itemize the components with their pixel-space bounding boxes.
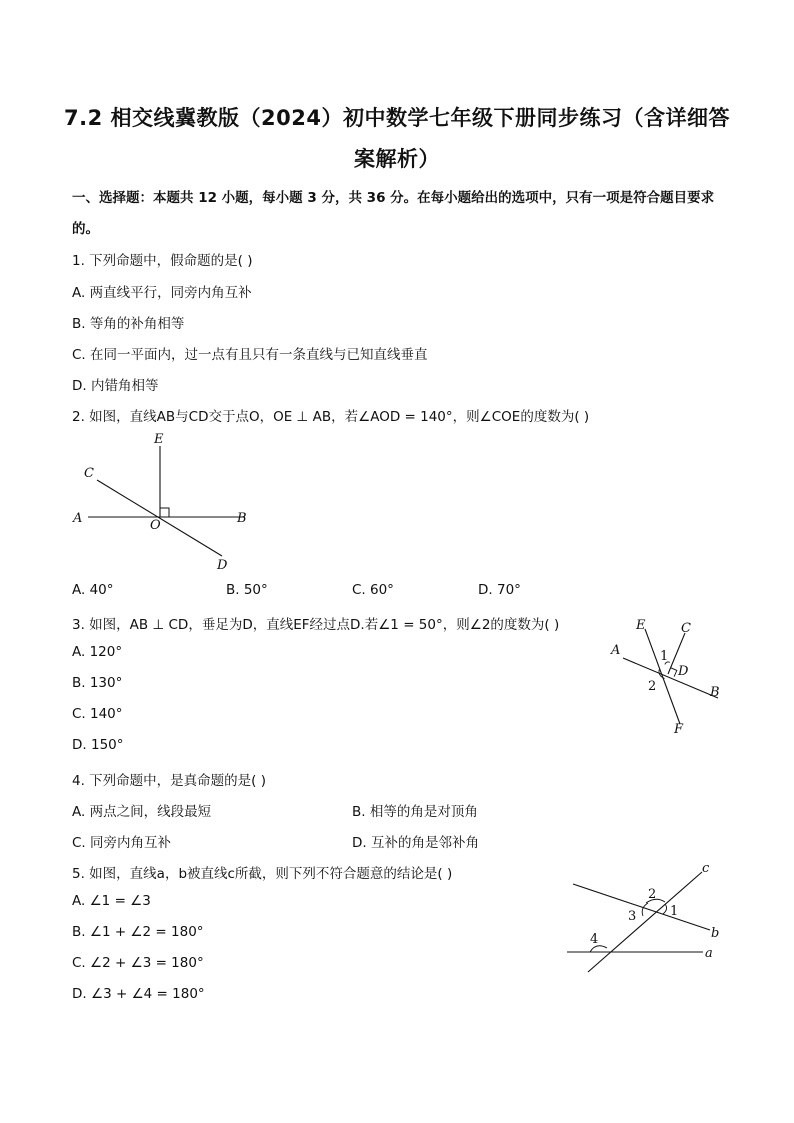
question-1-stem: 1. 下列命题中，假命题的是( ) — [72, 253, 253, 269]
figure-5-label-3: 3 — [628, 909, 637, 924]
figure-2-label-e: E — [154, 432, 164, 447]
figure-5-label-b: b — [711, 926, 720, 941]
question-3-figure — [606, 612, 736, 742]
question-5-option-d: D. ∠3 + ∠4 = 180° — [72, 986, 205, 1002]
question-5-option-b: B. ∠1 + ∠2 = 180° — [72, 924, 204, 940]
figure-2-label-b: B — [237, 511, 247, 526]
question-2-option-d: D. 70° — [478, 582, 521, 598]
question-5-option-a: A. ∠1 = ∠3 — [72, 893, 151, 909]
question-4-option-d: D. 互补的角是邻补角 — [352, 835, 479, 851]
figure-2-label-c: C — [84, 466, 94, 481]
figure-3-label-a: A — [611, 643, 621, 658]
question-2-option-c: C. 60° — [352, 582, 394, 598]
figure-5-label-4: 4 — [590, 932, 599, 947]
figure-3-label-d: D — [678, 664, 689, 679]
question-3-stem: 3. 如图，AB ⊥ CD，垂足为D，直线EF经过点D.若∠1 = 50°，则∠2的度数为( ) — [72, 617, 560, 633]
figure-3-label-c: C — [681, 621, 691, 636]
figure-5-label-c: c — [702, 861, 710, 876]
question-4-option-b: B. 相等的角是对顶角 — [352, 804, 478, 820]
question-4-option-a: A. 两点之间，线段最短 — [72, 804, 212, 820]
question-5-stem: 5. 如图，直线a，b被直线c所截，则下列不符合题意的结论是( ) — [72, 866, 453, 882]
question-3-option-d: D. 150° — [72, 737, 124, 753]
figure-5-label-a: a — [705, 946, 713, 961]
question-1-option-d: D. 内错角相等 — [72, 378, 159, 394]
question-3-option-c: C. 140° — [72, 706, 123, 722]
question-2-figure — [70, 428, 260, 573]
question-5-option-c: C. ∠2 + ∠3 = 180° — [72, 955, 204, 971]
figure-3-label-1: 1 — [660, 649, 669, 664]
document-title-line1: 7.2 相交线冀教版（2024）初中数学七年级下册同步练习（含详细答 — [64, 106, 730, 130]
question-5-figure — [560, 860, 730, 980]
figure-2-label-o: O — [150, 518, 161, 533]
document-title-line2: 案解析） — [354, 147, 440, 171]
question-1-option-c: C. 在同一平面内，过一点有且只有一条直线与已知直线垂直 — [72, 347, 428, 363]
question-3-option-b: B. 130° — [72, 675, 123, 691]
question-1-option-a: A. 两直线平行，同旁内角互补 — [72, 285, 252, 301]
figure-5-label-1: 1 — [670, 904, 679, 919]
section-intro-line1: 一、选择题：本题共 12 小题，每小题 3 分，共 36 分。在每小题给出的选项中，只有一项是符合题目要求 — [72, 190, 715, 206]
figure-2-label-a: A — [73, 511, 83, 526]
figure-3-label-e: E — [636, 618, 646, 633]
question-2-option-a: A. 40° — [72, 582, 114, 598]
question-1-option-b: B. 等角的补角相等 — [72, 316, 185, 332]
question-3-option-a: A. 120° — [72, 644, 123, 660]
question-4-option-c: C. 同旁内角互补 — [72, 835, 172, 851]
figure-3-label-f: F — [674, 722, 684, 737]
figure-3-label-2: 2 — [648, 679, 657, 694]
figure-5-label-2: 2 — [648, 887, 657, 902]
figure-2-label-d: D — [217, 558, 228, 573]
figure-3-label-b: B — [710, 685, 720, 700]
question-2-option-b: B. 50° — [226, 582, 268, 598]
section-intro-line2: 的。 — [72, 221, 99, 237]
question-2-stem: 2. 如图，直线AB与CD交于点O，OE ⊥ AB，若∠AOD = 140°，则∠COE的度数为( ) — [72, 409, 590, 425]
question-4-stem: 4. 下列命题中，是真命题的是( ) — [72, 773, 266, 789]
